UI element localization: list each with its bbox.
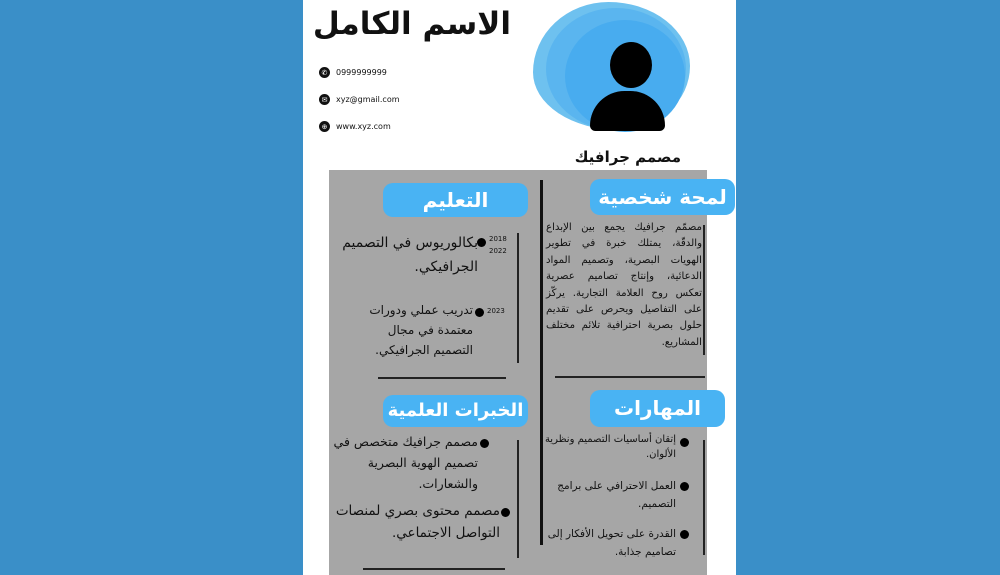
education-item: تدريب عملي ودورات معتمدة في مجال التصميم الجرافيكي. [369, 303, 473, 357]
experience-heading: الخبرات العلمية [383, 395, 528, 427]
skills-heading: المهارات [590, 390, 725, 427]
phone-text: 0999999999 [336, 68, 387, 77]
full-name: الاسم الكامل [312, 6, 511, 42]
job-title: مصمم جرافيك [574, 148, 681, 166]
skills-item: القدرة على تحويل الأفكار إلى تصاميم جذابة. [547, 528, 676, 558]
resume-page [303, 0, 736, 575]
education-bullet [475, 308, 484, 317]
phone-icon: ✆ [319, 67, 330, 78]
experience-item: مصمم جرافيك متخصص في تصميم الهوية البصرية والشعارات. [333, 434, 478, 491]
skills-side-line [703, 440, 705, 555]
skills-item: إتقان أساسيات التصميم ونظرية الألوان. [544, 434, 676, 460]
person-icon-head [610, 42, 652, 88]
profile-text: مصمّم جرافيك يجمع بين الإبداع والدقّة، يمتلك خبرة في تطوير الهويات البصرية، وتصميم المواد الدعائية، وإنتاج تصاميم عصرية تعكس روح العلامة التجارية. يركّز على التفاصيل ويحرص على تقديم حلول بصرية احترافية تلائم مختلف المشاريع. [546, 222, 702, 348]
skills-item: العمل الاحترافي على برامج التصميم. [557, 480, 676, 510]
education-year: 2018 [489, 235, 507, 243]
contact-email [319, 94, 400, 105]
skills-bullet [680, 530, 689, 539]
skills-bullet [680, 438, 689, 447]
education-divider [378, 377, 506, 379]
email-text: xyz@gmail.com [336, 95, 400, 104]
email-icon: ✉ [319, 94, 330, 105]
skills-bullet [680, 482, 689, 491]
education-bullet [477, 238, 486, 247]
experience-bullet [480, 439, 489, 448]
contact-website [319, 121, 391, 132]
website-text: www.xyz.com [336, 122, 391, 131]
experience-bullet [501, 508, 510, 517]
profile-heading: لمحة شخصية [590, 179, 735, 215]
experience-divider [363, 568, 505, 570]
education-side-line [517, 233, 519, 363]
experience-item: مصمم محتوى بصري لمنصات التواصل الاجتماعي. [335, 503, 500, 541]
education-year: 2023 [487, 307, 505, 315]
contact-phone [319, 67, 387, 78]
globe-icon: ⊕ [319, 121, 330, 132]
experience-side-line [517, 440, 519, 558]
education-year: 2022 [489, 247, 507, 255]
education-heading: التعليم [383, 183, 528, 217]
education-item: بكالوريوس في التصميم الجرافيكي. [342, 235, 478, 275]
profile-divider [555, 376, 705, 378]
profile-side-line [703, 225, 705, 355]
